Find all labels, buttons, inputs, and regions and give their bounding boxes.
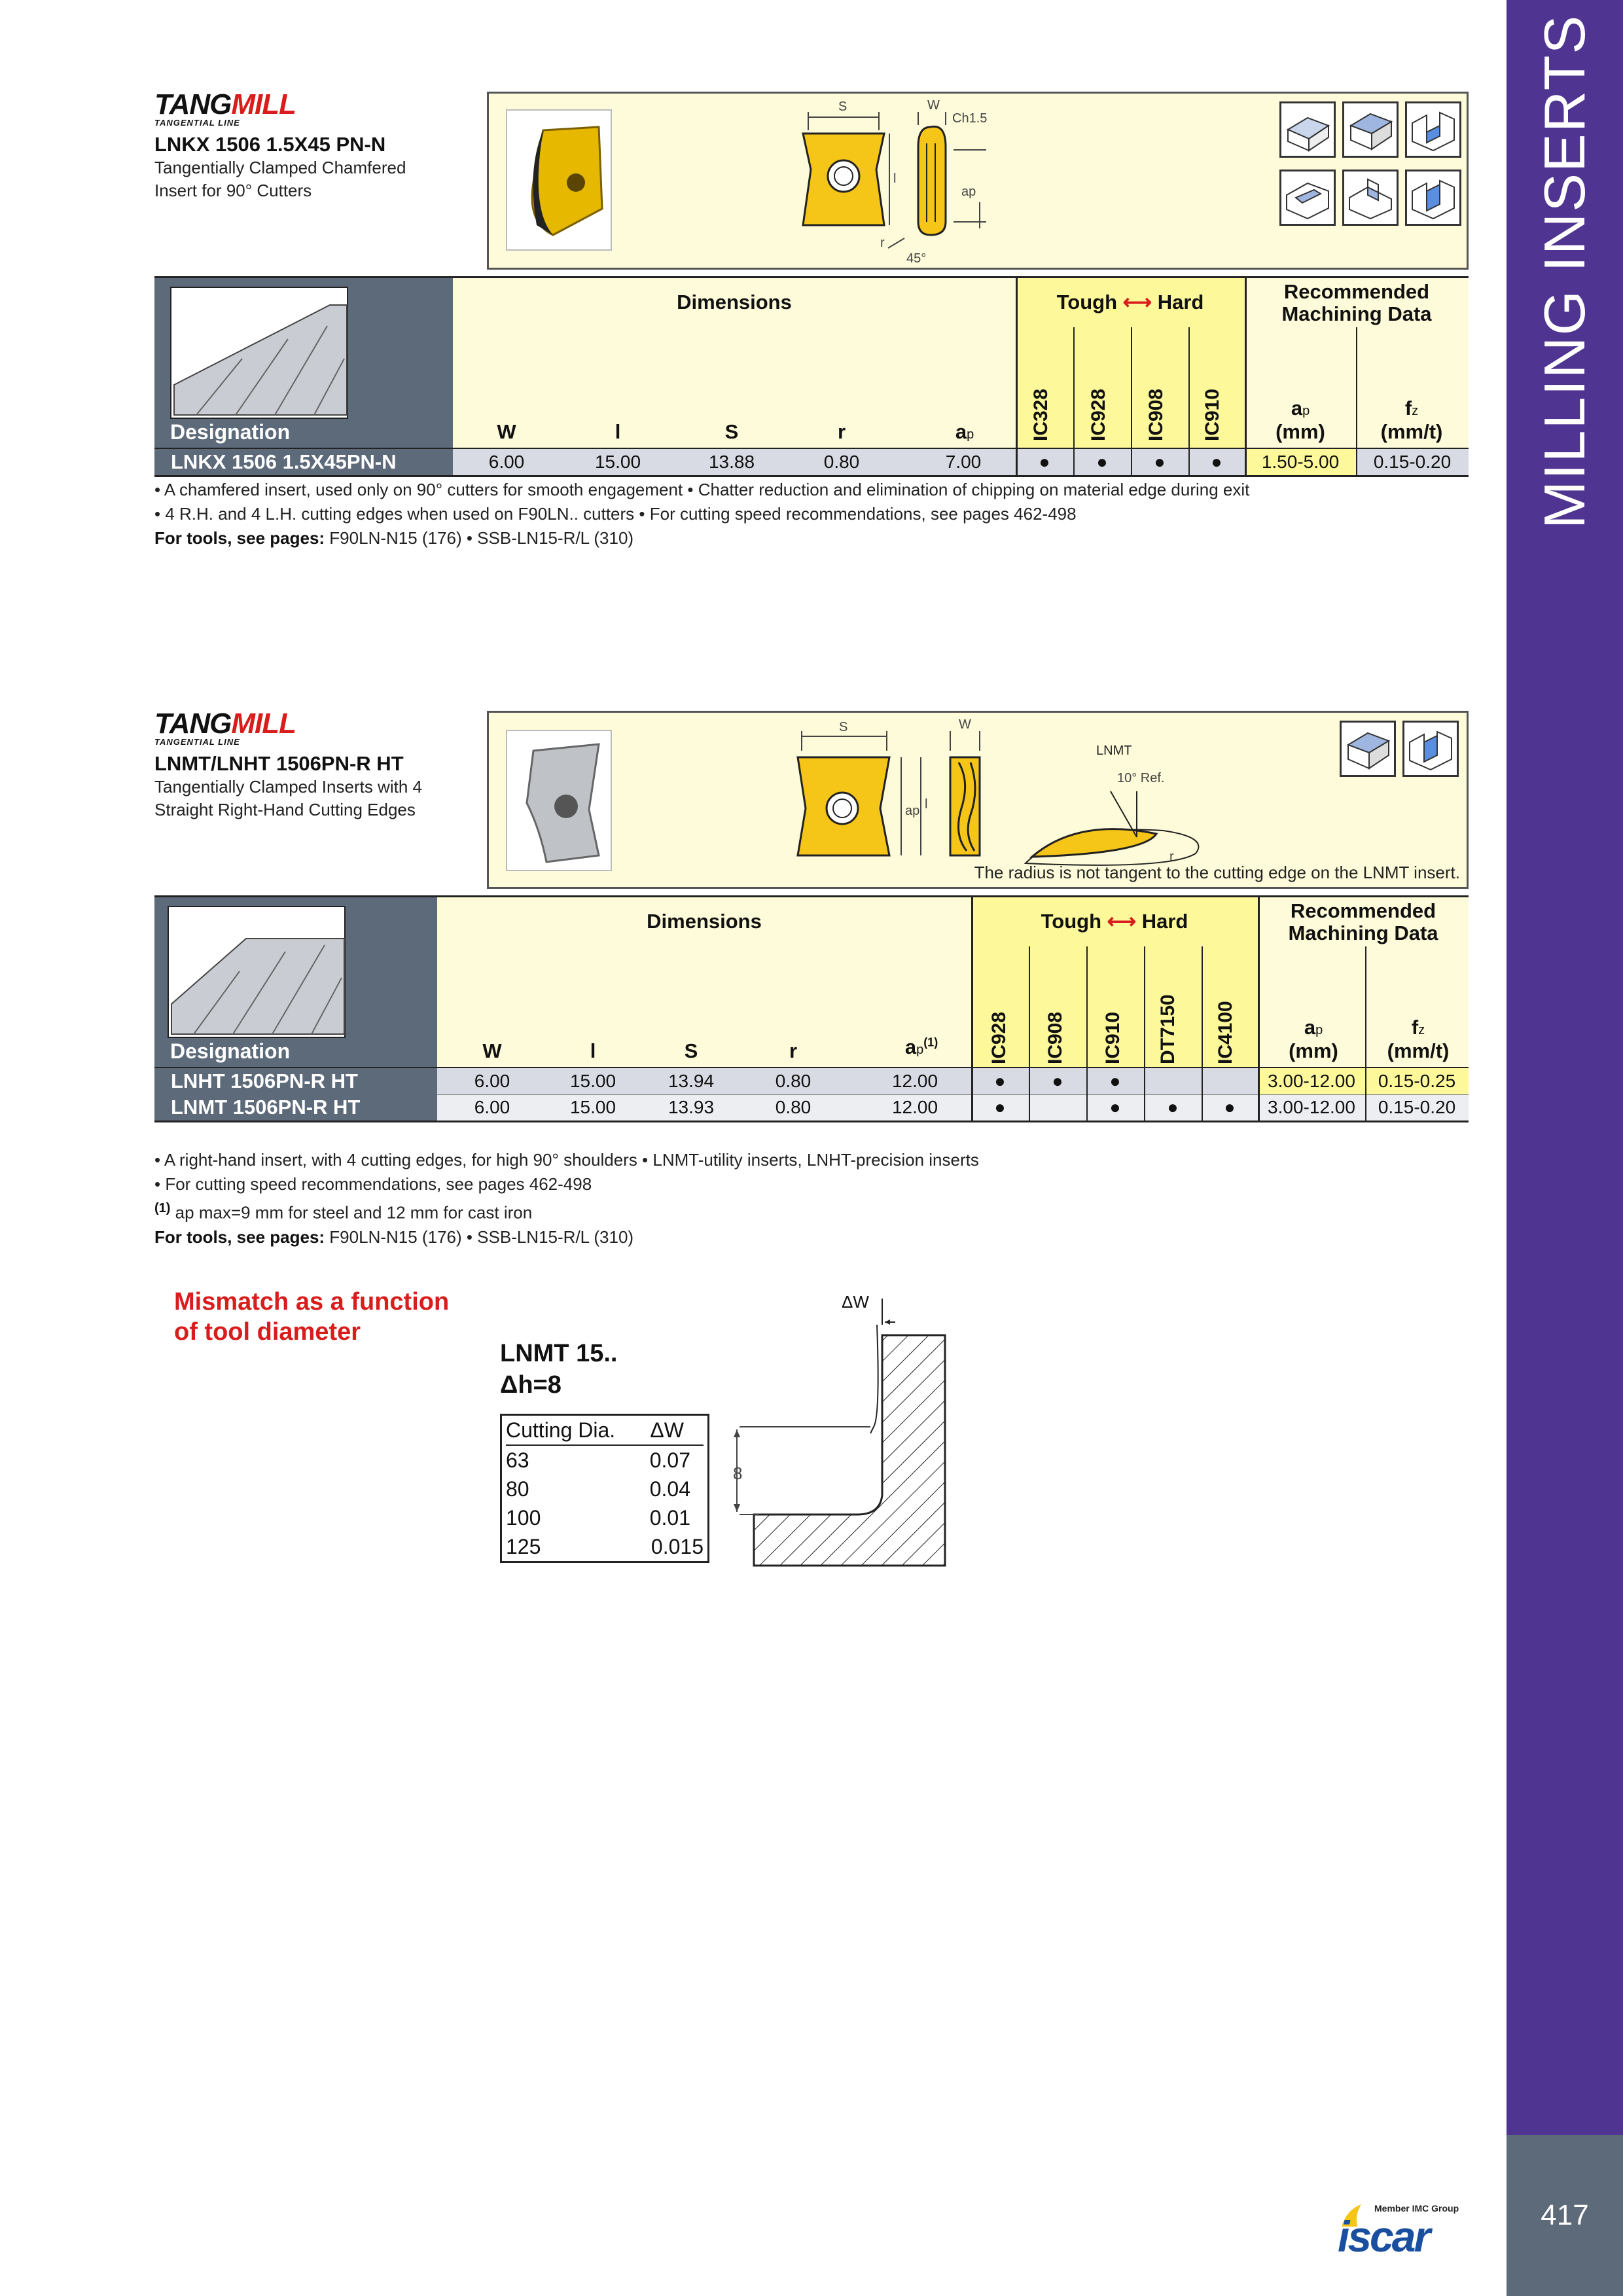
- shoulder-milling-icon: [1342, 101, 1399, 158]
- product-title: LNKX 1506 1.5X45 PN-N: [154, 133, 386, 156]
- grade-dot: ●: [994, 1071, 1006, 1091]
- fz-unit: (mm/t): [1380, 420, 1443, 443]
- product-desc-1: Tangentially Clamped Inserts with 4: [154, 777, 422, 797]
- grade-ic4100: IC4100: [1215, 1001, 1236, 1064]
- ap-header: ap: [1291, 397, 1310, 420]
- svg-text:l: l: [925, 797, 928, 812]
- tough-hard-arrow: ⟷: [1122, 291, 1152, 314]
- col-w: W: [497, 420, 516, 443]
- cell-fz-range: 0.15-0.20: [1356, 449, 1469, 475]
- section-title: [1507, 0, 1623, 543]
- grade-dot: ●: [1154, 452, 1166, 472]
- note-line: • For cutting speed recommendations, see pages 462-498: [154, 1174, 592, 1194]
- recommended-header-1: Recommended: [1283, 280, 1430, 303]
- cell-s: 13.93: [668, 1097, 715, 1117]
- ramping-icon: [1279, 170, 1336, 226]
- table-row: 80 0.04: [506, 1477, 690, 1501]
- svg-text:ap: ap: [961, 185, 976, 199]
- cell-w: 6.00: [474, 1071, 510, 1091]
- cell-r: 0.80: [775, 1071, 812, 1091]
- col-r: r: [789, 1039, 798, 1062]
- note-line: • 4 R.H. and 4 L.H. cutting edges when used on F90LN.. cutters • For cutting speed recommendations, see pages 462-498: [154, 504, 1077, 524]
- cell-s: 13.88: [708, 452, 755, 472]
- recommended-header-1: Recommended: [1290, 899, 1436, 922]
- mismatch-title: [174, 1287, 449, 1347]
- table-row-dimensions: [437, 1094, 971, 1121]
- grade-ic928: IC928: [988, 1011, 1010, 1064]
- grade-dot: ●: [1224, 1097, 1236, 1117]
- designation-header-block: [154, 897, 437, 1067]
- product2-header: [154, 709, 482, 821]
- grade-dot: ●: [1039, 452, 1050, 472]
- grade-dot: ●: [1167, 1097, 1179, 1117]
- mismatch-diagram: [713, 1285, 962, 1573]
- product1-header: [154, 90, 482, 202]
- svg-text:Ch1.5: Ch1.5: [952, 111, 988, 126]
- tangential-line-label: TANGENTIAL LINE: [154, 118, 240, 128]
- recommended-header-2: Machining Data: [1288, 922, 1438, 944]
- page-number: 417: [1541, 2199, 1589, 2231]
- fz-unit: (mm/t): [1387, 1039, 1450, 1062]
- shoulder-profile-icon: [170, 287, 348, 419]
- tangmill-logo: TANGMILL: [154, 708, 296, 740]
- shoulder-profile-icon: [168, 906, 346, 1038]
- product1-image-panel: [487, 92, 1469, 270]
- svg-text:45°: 45°: [906, 251, 927, 266]
- svg-text:W: W: [927, 98, 940, 113]
- cell-ap-range: 1.50-5.00: [1245, 449, 1356, 475]
- grade-dot: ●: [1109, 1071, 1121, 1091]
- slotting-icon: [1405, 101, 1461, 158]
- svg-text:ΔW: ΔW: [842, 1292, 869, 1312]
- grade-ic928: IC928: [1088, 388, 1109, 441]
- product1-notes: [154, 478, 1249, 550]
- cell-l: 15.00: [569, 1071, 616, 1091]
- col-w: W: [482, 1039, 502, 1062]
- insert-drawing: [790, 98, 1104, 268]
- panel-note: The radius is not tangent to the cutting edge on the LNMT insert.: [974, 863, 1460, 882]
- cell-r: 0.80: [823, 452, 860, 472]
- mismatch-sub-1: LNMT 15..: [500, 1340, 618, 1367]
- ap-unit: (mm): [1275, 420, 1325, 443]
- svg-text:S: S: [839, 720, 848, 734]
- iscar-wordmark: iscar: [1338, 2212, 1429, 2261]
- cell-ap: 7.00: [945, 452, 982, 472]
- grade-dot: [1202, 1068, 1258, 1094]
- cell-l: 15.00: [569, 1097, 616, 1117]
- designation-header-block: [154, 278, 453, 448]
- tools-line: For tools, see pages: F90LN-N15 (176) • SSB-LN15-R/L (310): [154, 528, 634, 548]
- note-line: • A right-hand insert, with 4 cutting edges, for high 90° shoulders • LNMT-utility inserts, LNHT-precision inserts: [154, 1150, 979, 1170]
- cell-ap-range: 3.00-12.00: [1258, 1068, 1365, 1094]
- lnmt-edge-drawing: [1012, 739, 1215, 876]
- table-row: 100 0.01: [506, 1506, 690, 1530]
- grade-dot: [1029, 1094, 1086, 1121]
- pocketing-icon: [1342, 170, 1399, 226]
- cell-l: 15.00: [594, 452, 641, 472]
- face-milling-icon: [1279, 101, 1336, 158]
- product-desc-2: Insert for 90° Cutters: [154, 181, 312, 200]
- grades-header-block: [971, 897, 1258, 1067]
- cell-fz-range: 0.15-0.25: [1365, 1068, 1469, 1094]
- designation-header: Designation: [170, 420, 291, 444]
- tough-hard-header: Tough ⟷ Hard: [1056, 291, 1204, 314]
- table-row-designation: LNKX 1506 1.5X45PN-N: [154, 449, 453, 475]
- mismatch-subtitle: [500, 1338, 617, 1401]
- svg-text:8: 8: [733, 1463, 743, 1483]
- plunging-icon: [1405, 170, 1461, 226]
- grades-header-block: [1016, 278, 1245, 448]
- tools-line: For tools, see pages: F90LN-N15 (176) • SSB-LN15-R/L (310): [154, 1227, 634, 1247]
- col-ap: $ap^{(1)}$: [904, 1035, 938, 1058]
- table-row: 63 0.07: [506, 1448, 690, 1472]
- shoulder-milling-icon: [1340, 721, 1396, 777]
- note-line: • A chamfered insert, used only on 90° cutters for smooth engagement • Chatter reduction and elimination of chipping on material edge during exit: [154, 480, 1250, 499]
- mismatch-sub-2: Δh=8: [500, 1371, 562, 1399]
- recommended-header-2: Machining Data: [1281, 302, 1432, 325]
- product2-image-panel: [487, 711, 1469, 889]
- tangmill-logo: TANGMILL: [154, 88, 296, 120]
- grade-dt7150: DT7150: [1157, 994, 1179, 1064]
- product-desc-2: Straight Right-Hand Cutting Edges: [154, 800, 416, 819]
- operation-icons: [1279, 101, 1469, 232]
- product1-table: [154, 278, 1469, 476]
- iscar-logo: [1335, 2203, 1466, 2269]
- grade-dot: ●: [1109, 1097, 1121, 1117]
- insert-photo: [506, 730, 612, 871]
- grade-dot: ●: [1096, 452, 1108, 472]
- svg-text:r: r: [880, 236, 885, 250]
- insert-photo: [506, 109, 612, 251]
- grade-ic910: IC910: [1102, 1011, 1124, 1064]
- table-row-dimensions: [437, 1068, 971, 1094]
- slotting-icon: [1402, 721, 1459, 777]
- mismatch-title-1: Mismatch as a function: [174, 1288, 450, 1316]
- product2-table: [154, 897, 1469, 1122]
- product2-notes: [154, 1148, 979, 1249]
- table-row-grades: [1016, 449, 1245, 475]
- footnote-line: $^{(1)}$ ap max=9 mm for steel and 12 mm for cast iron: [154, 1201, 533, 1223]
- grade-dot: ●: [994, 1097, 1006, 1117]
- svg-text:l: l: [893, 171, 897, 186]
- insert-drawing: [790, 717, 1012, 887]
- table-row-dimensions: [453, 449, 1016, 475]
- cell-ap: 12.00: [891, 1097, 938, 1117]
- tough-hard-header: Tough ⟷ Hard: [1041, 910, 1188, 933]
- grade-ic910: IC910: [1202, 388, 1223, 441]
- product-desc-1: Tangentially Clamped Chamfered: [154, 158, 406, 177]
- cell-w: 6.00: [488, 452, 525, 472]
- col-ap: ap: [955, 420, 974, 443]
- mismatch-table: [500, 1414, 709, 1563]
- cell-fz-range: 0.15-0.20: [1365, 1094, 1469, 1121]
- svg-text:W: W: [959, 717, 971, 732]
- mismatch-title-2: of tool diameter: [174, 1318, 361, 1346]
- table-row: 125 0.015: [506, 1535, 704, 1558]
- svg-text:ap: ap: [905, 804, 920, 818]
- machining-header-block: [1258, 897, 1469, 1067]
- insert-photo-icon: [507, 731, 611, 870]
- table-row-grades: [971, 1068, 1258, 1094]
- dimensions-header-block: [437, 897, 971, 1067]
- grade-dot: ●: [1052, 1071, 1063, 1091]
- grade-dot: ●: [1211, 452, 1222, 472]
- table-row-designation: LNHT 1506PN-R HT: [154, 1068, 437, 1094]
- designation-header: Designation: [170, 1039, 291, 1063]
- operation-icons: [1340, 721, 1471, 786]
- ap-unit: (mm): [1289, 1039, 1338, 1062]
- col-l: l: [590, 1039, 596, 1062]
- svg-text:10° Ref.: 10° Ref.: [1117, 771, 1165, 785]
- dimensions-header-block: [453, 278, 1016, 448]
- col-s: S: [684, 1039, 698, 1062]
- table-row-designation: LNMT 1506PN-R HT: [154, 1094, 437, 1121]
- imc-tagline: Member IMC Group: [1374, 2203, 1459, 2214]
- svg-text:S: S: [838, 99, 847, 114]
- product-title: LNMT/LNHT 1506PN-R HT: [154, 752, 404, 775]
- cell-s: 13.94: [668, 1071, 715, 1091]
- cell-w: 6.00: [474, 1097, 510, 1117]
- fz-header: fz: [1404, 397, 1419, 420]
- ap-header: ap: [1304, 1016, 1323, 1039]
- mismatch-table-header: Cutting Dia. ΔW: [506, 1416, 704, 1446]
- dimensions-header: Dimensions: [677, 291, 792, 314]
- dimensions-header: Dimensions: [647, 910, 762, 933]
- grade-ic908: IC908: [1044, 1011, 1066, 1064]
- grade-dot: [1144, 1068, 1202, 1094]
- col-r: r: [837, 420, 846, 443]
- section-title-text: MILLING INSERTS: [1532, 14, 1597, 529]
- col-s: S: [724, 420, 739, 443]
- fz-header: fz: [1411, 1016, 1425, 1039]
- col-l: l: [615, 420, 621, 443]
- grade-ic908: IC908: [1145, 388, 1167, 441]
- tangential-line-label: TANGENTIAL LINE: [154, 737, 240, 747]
- tough-hard-arrow: ⟷: [1107, 910, 1137, 933]
- grade-ic328: IC328: [1030, 388, 1052, 441]
- cell-r: 0.80: [775, 1097, 812, 1117]
- svg-text:r: r: [1169, 850, 1174, 864]
- svg-text:LNMT: LNMT: [1096, 744, 1132, 758]
- table-row-grades: [971, 1094, 1258, 1121]
- cell-ap: 12.00: [891, 1071, 938, 1091]
- insert-photo-icon: [507, 111, 611, 249]
- cell-ap-range: 3.00-12.00: [1258, 1094, 1365, 1121]
